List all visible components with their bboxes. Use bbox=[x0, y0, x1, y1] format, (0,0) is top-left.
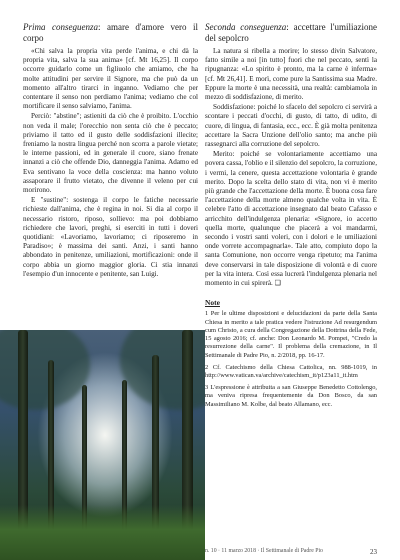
left-paragraph-2: Perciò: "abstine"; astieniti da ciò che è proibito. L'occhio non veda il male; l'orecchio non senta ciò che è peccato; priviamo il tatto ed il gusto delle soddisfazioni illecite; freniamo la nostra lingua perché non scorra a parole vietate; le interne passioni, ed in generale il cuore, siano frenate innanzi a ciò che offende Dio, danneggia l'anima. Adamo ed Eva sentivano la voce della coscienza: ma hanno voluto assaporare il frutto vietato, che divenne il veleno per cui morirono. bbox=[23, 112, 198, 195]
left-paragraph-3: E "sustine": sostenga il corpo le fatiche necessarie richieste dall'anima, che è regina in noi. Si dia al corpo il necessario ristoro, riposo, sollievo: ma poi dobbiamo richiedere che lavori, preghi, si eserciti in tutti i doveri quotidiani: «Lavoriamo, lavoriamo; ci riposeremo in Paradiso»; è massima dei santi. Anzi, i santi hanno abbondato in penitenze, umiliazioni, mortificazioni: onde il corpo abbia un giorno maggior gloria. Ci stia innanzi l'esempio d'un innocente e penitente, san Luigi. bbox=[23, 196, 198, 278]
left-column bbox=[23, 22, 198, 280]
issue-info: n. 10 · 11 marzo 2018 · Il Settimanale di Padre Pio bbox=[205, 548, 323, 554]
left-paragraph-1: «Chi salva la propria vita perde l'anima, e chi dà la propria vita, salva la sua anima» [cf. Mt 16,25]. Il corpo occorre guidarlo come un figliuolo che amiamo, che ha molte attitudini per servire il Signore, ma che può da un momento all'altro tirarci in inganno. Vediamo che per contentare il senso non perdiamo l'anima; vediamo che col mortificare il senso salviamo, l'anima. bbox=[23, 47, 198, 111]
footnotes bbox=[205, 310, 377, 408]
notes-heading: Note bbox=[205, 298, 220, 308]
right-column bbox=[205, 22, 377, 413]
page-footer bbox=[205, 548, 377, 556]
right-paragraph-2: Soddisfazione: poiché lo sfacelo del sepolcro ci servirà a scontare i peccati d'occhi, di gusto, di tatto, di udito, di cuore, di lingua, di fantasia, ecc., ecc. È già molta penitenza accettare la Sacra Unzione dell'olio santo; ma anche più rassegnarci alla corruzione del sepolcro. bbox=[205, 103, 377, 149]
page-number: 23 bbox=[370, 548, 377, 556]
forest-photo bbox=[0, 330, 205, 560]
right-paragraph-1: La natura si ribella a morire; lo stesso divin Salvatore, fatto simile a noi [in tutto] fuori che nel peccato, sentì la ripugnanza: «Lo spirito è pronto, ma la carne è inferma» [cf. Mt 26,41]. E morì, come pure la Santissima sua Madre. Eppure la morte è una necessità, una realtà: cambiamola in mezzo di soddisfazione, di merito. bbox=[205, 47, 377, 102]
right-paragraph-3: Merito: poiché se volontariamente accettiamo una povera cassa, l'oblio e il silenzio del sepolcro, la corruzione, i vermi, la cenere, questa accettazione volontaria è grande merito. Dopo la scelta dello stato di vita, non vi è merito più grande che l'accettazione della morte. È buona cosa fare l'accettazione della morte almeno qualche volta in vita. È celebre l'atto di accettazione insegnato dal beato Cafasso e arricchito dell'indulgenza plenaria: «Signore, io accetto quella morte, qualunque che piacerà a voi mandarmi, secondo i vostri santi voleri, con i dolori e le umiliazioni onde vorrete accompagnarla». Tale atto, compiuto dopo la santa Comunione, non occorre venga ripetuto; ma l'anima deve conservarsi in tale disposizione di volontà e di cuore per la vita intera. Così essa lucrerà l'indulgenza plenaria nel momento in cui spirerà. ❑ bbox=[205, 150, 377, 288]
right-section-title: Seconda conseguenza: accettare l'umiliazione del sepolcro bbox=[205, 22, 377, 43]
footnote-2: 2 Cf. Catechismo della Chiesa Cattolica, nn. 988-1019, in http://www.vatican.va/archive/catechism_it/p123a11_it.htm bbox=[205, 363, 377, 379]
left-section-title: Prima conseguenza: amare d'amore vero il corpo bbox=[23, 22, 198, 43]
footnote-3: 3 L'espressione è attribuita a san Giuseppe Benedetto Cottolengo, ma venivа ripresa frequentemente da Don Bosco, da san Massimiliano M. Kolbe, dal beato Allamano, ecc. bbox=[205, 384, 377, 408]
footnote-1: 1 Per le ultime disposizioni e delucidazioni da parte della Santa Chiesa in merito a tale pratica vedere l'istruzione Ad resurgendum cum Christo, a cura della Congregazione della Dottrina della Fede, 15 agosto 2016; cf. anche: Don Leonardo M. Pompei, "Credo la resurrezione della carne". Il problema della cremazione, in Il Settimanale di Padre Pio, n. 2/2018, pp. 16-17. bbox=[205, 310, 377, 359]
